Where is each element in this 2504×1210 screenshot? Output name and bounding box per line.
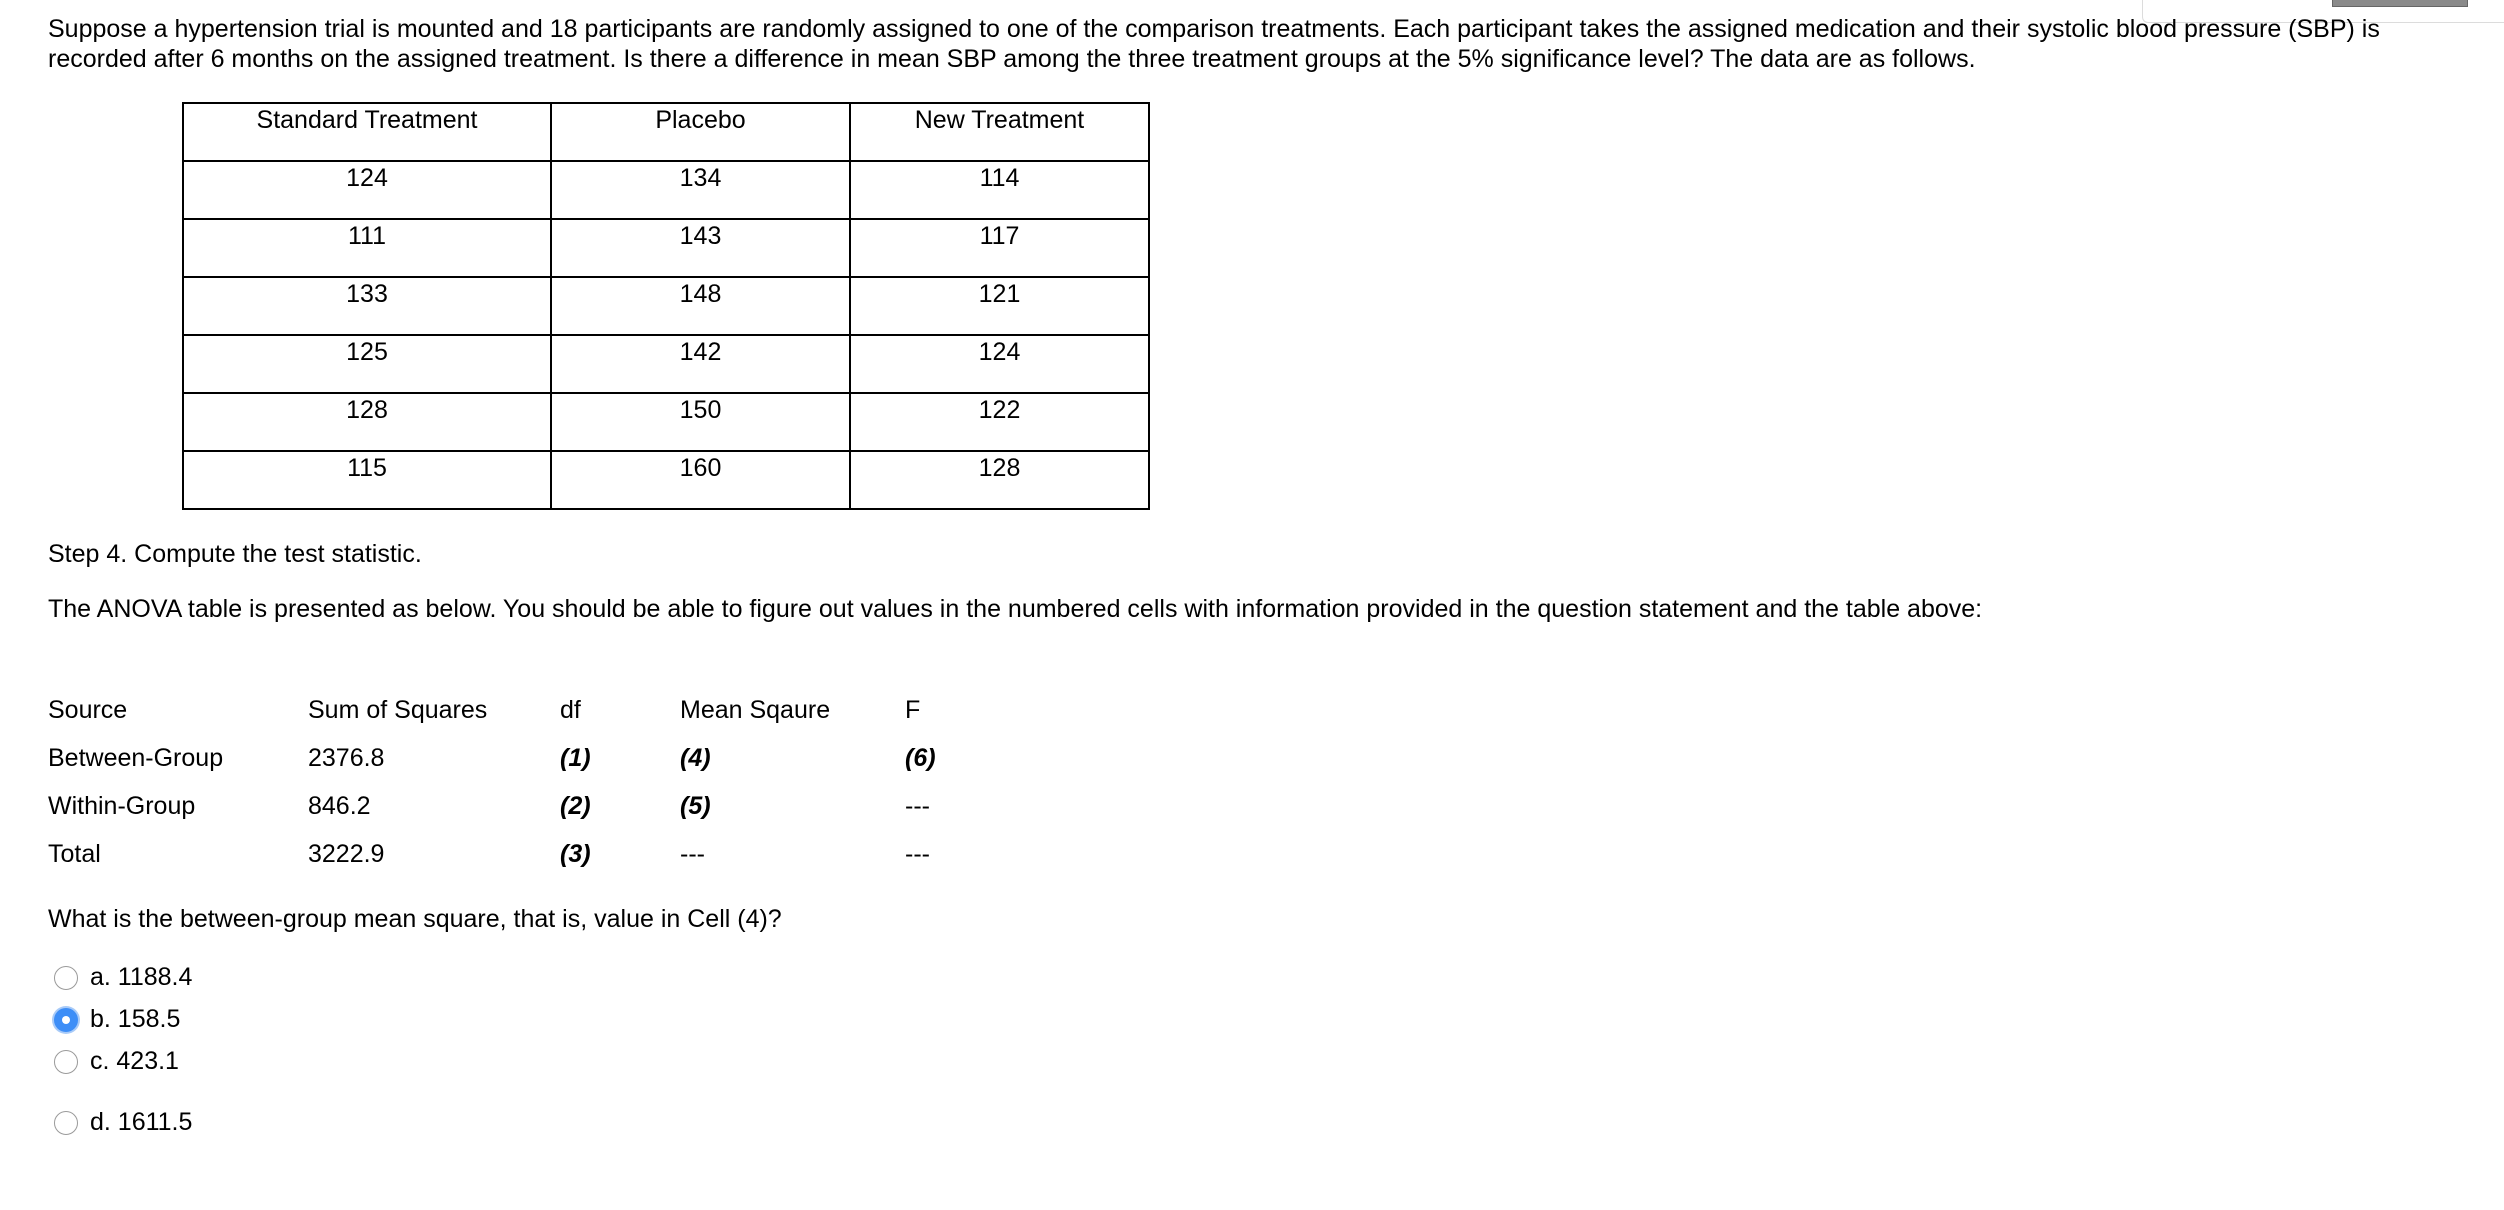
anova-empty-cell: --- bbox=[905, 791, 930, 820]
anova-intro: The ANOVA table is presented as below. You should be able to figure out values in the numbered cells with information provided in the question statement and the table above: bbox=[48, 595, 1983, 623]
anova-cell-ref: (2) bbox=[560, 791, 591, 820]
anova-header: Source bbox=[48, 695, 128, 724]
table-row bbox=[183, 393, 1149, 451]
table-cell: 117 bbox=[850, 219, 1149, 277]
anova-source: Between-Group bbox=[48, 743, 224, 772]
table-row bbox=[183, 161, 1149, 219]
anova-cell-ref: (1) bbox=[560, 743, 591, 772]
anova-row bbox=[48, 830, 965, 878]
question-text: Suppose a hypertension trial is mounted and 18 participants are randomly assigned to one of the comparison treatments. Each participant takes the assigned medication and their systolic blood pressure (SBP) is recorded after 6 months on the assigned treatment. Is there a difference in mean SBP among the three treatment groups at the 5% significance level? The data are as follows. bbox=[48, 15, 2380, 73]
option-label: c. 423.1 bbox=[90, 1047, 179, 1075]
table-cell: 128 bbox=[183, 393, 551, 451]
option-b[interactable] bbox=[54, 1005, 180, 1034]
radio-button-b[interactable] bbox=[54, 1008, 78, 1032]
anova-header: F bbox=[905, 695, 921, 724]
option-label: b. 158.5 bbox=[90, 1005, 181, 1033]
column-header: Standard Treatment bbox=[183, 103, 551, 161]
anova-ss: 2376.8 bbox=[308, 743, 385, 772]
table-cell: 134 bbox=[551, 161, 850, 219]
radio-button-a[interactable] bbox=[54, 966, 78, 990]
anova-source: Within-Group bbox=[48, 791, 196, 820]
table-cell: 124 bbox=[850, 335, 1149, 393]
table-cell: 121 bbox=[850, 277, 1149, 335]
option-c[interactable] bbox=[54, 1047, 179, 1076]
anova-table bbox=[48, 686, 965, 878]
radio-button-d[interactable] bbox=[54, 1111, 78, 1135]
option-label: a. 1188.4 bbox=[90, 963, 193, 991]
table-cell: 150 bbox=[551, 393, 850, 451]
anova-row bbox=[48, 734, 965, 782]
anova-header: Sum of Squares bbox=[308, 695, 488, 724]
table-cell: 114 bbox=[850, 161, 1149, 219]
table-cell: 111 bbox=[183, 219, 551, 277]
table-cell: 124 bbox=[183, 161, 551, 219]
table-row bbox=[183, 219, 1149, 277]
anova-empty-cell: --- bbox=[680, 839, 705, 868]
table-cell: 160 bbox=[551, 451, 850, 509]
table-header-row bbox=[183, 103, 1149, 161]
column-header: New Treatment bbox=[850, 103, 1149, 161]
anova-header: df bbox=[560, 695, 581, 724]
radio-button-c[interactable] bbox=[54, 1050, 78, 1074]
option-label: d. 1611.5 bbox=[90, 1108, 193, 1136]
anova-ss: 846.2 bbox=[308, 791, 371, 820]
table-row bbox=[183, 451, 1149, 509]
anova-row bbox=[48, 782, 965, 830]
option-d[interactable] bbox=[54, 1108, 192, 1137]
anova-header: Mean Sqaure bbox=[680, 695, 831, 724]
table-row bbox=[183, 277, 1149, 335]
table-cell: 115 bbox=[183, 451, 551, 509]
question-prompt: What is the between-group mean square, that is, value in Cell (4)? bbox=[48, 905, 782, 933]
anova-cell-ref: (4) bbox=[680, 743, 711, 772]
table-cell: 133 bbox=[183, 277, 551, 335]
table-cell: 143 bbox=[551, 219, 850, 277]
anova-source: Total bbox=[48, 839, 101, 868]
table-cell: 122 bbox=[850, 393, 1149, 451]
column-header: Placebo bbox=[551, 103, 850, 161]
table-cell: 148 bbox=[551, 277, 850, 335]
anova-cell-ref: (3) bbox=[560, 839, 591, 868]
anova-cell-ref: (6) bbox=[905, 743, 936, 772]
sbp-data-table bbox=[182, 102, 1150, 510]
table-cell: 142 bbox=[551, 335, 850, 393]
step-label: Step 4. Compute the test statistic. bbox=[48, 540, 422, 568]
anova-header-row bbox=[48, 686, 965, 734]
widget-bar bbox=[2332, 0, 2468, 7]
table-cell: 128 bbox=[850, 451, 1149, 509]
option-a[interactable] bbox=[54, 963, 192, 992]
table-cell: 125 bbox=[183, 335, 551, 393]
anova-ss: 3222.9 bbox=[308, 839, 385, 868]
anova-empty-cell: --- bbox=[905, 839, 930, 868]
anova-cell-ref: (5) bbox=[680, 791, 711, 820]
table-row bbox=[183, 335, 1149, 393]
